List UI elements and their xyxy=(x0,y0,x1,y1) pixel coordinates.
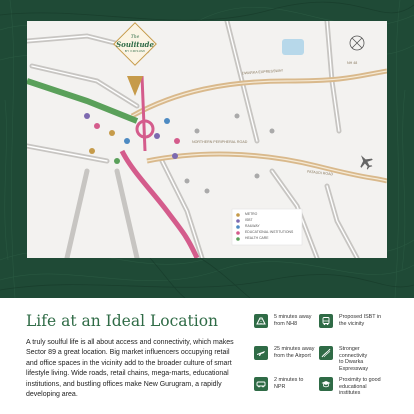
logo-text: The Soulitude BY KRISUMI xyxy=(116,35,154,53)
road-icon xyxy=(254,377,268,391)
section-title: Life at an Ideal Location xyxy=(26,312,219,330)
location-map xyxy=(27,21,387,258)
graduation-cap-icon xyxy=(319,377,333,391)
feature-item: 2 minutes to NPR xyxy=(254,377,324,391)
feature-item: Proposed ISBT in the vicinity xyxy=(319,314,389,328)
airplane-icon xyxy=(254,346,268,360)
map-legend: METRO ISBT RAILWAY EDUCATIONAL INSTITUTIONS HEALTH CARE xyxy=(245,212,294,240)
map-road-label: DWARKA EXPRESSWAY xyxy=(241,68,284,76)
feature-item: Stronger connectivity to Dwarka Expressway xyxy=(319,346,389,372)
map-road-label: PATAUDI ROAD xyxy=(306,169,334,177)
bus-terminal-icon xyxy=(319,314,333,328)
section-paragraph: A truly soulful life is all about access and connectivity, which makes Sector 89 a great location. Big market influencers occupying retail and office spaces in the vicinity add to the broader culture of smart lifestyle living. Wide roads, retail chains, mega-marts, educational institutions, and bustling offices make New Gurugram, a rapidly developing area. xyxy=(26,339,234,399)
feature-item: 25 minutes away from the Airport xyxy=(254,346,324,360)
map-road-label: NORTHERN PERIPHERAL ROAD xyxy=(192,140,248,144)
feature-item: 5 minutes away from NH8 xyxy=(254,314,324,328)
map-road-label: NH 48 xyxy=(347,61,358,65)
feature-item: Proximity to good educational institutes xyxy=(319,377,389,397)
highway-icon xyxy=(254,314,268,328)
road-connectivity-icon xyxy=(319,346,333,360)
